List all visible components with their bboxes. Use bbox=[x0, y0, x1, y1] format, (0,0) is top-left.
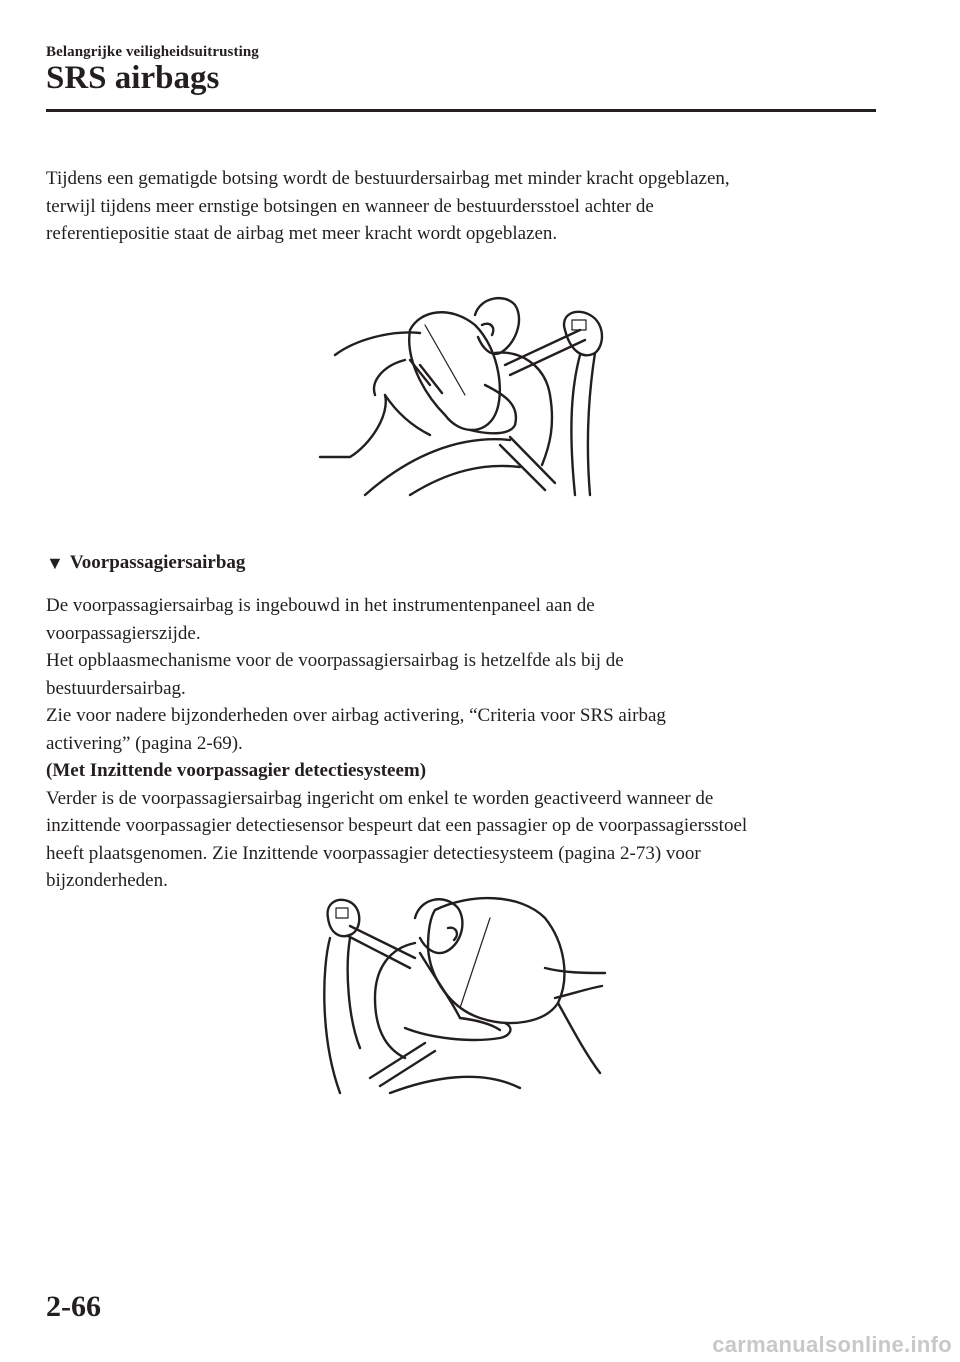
body-line: bestuurdersairbag. bbox=[46, 677, 186, 699]
driver-airbag-illustration bbox=[310, 285, 630, 500]
intro-line: referentiepositie staat de airbag met meer kracht wordt opgeblazen. bbox=[46, 223, 558, 244]
intro-line: Tijdens een gematigde botsing wordt de bestuurdersairbag met minder kracht opgeblazen, bbox=[46, 168, 730, 189]
body-line: Zie voor nadere bijzonderheden over airbag activering, “Criteria voor SRS airbag bbox=[46, 705, 666, 726]
title-divider bbox=[46, 109, 876, 112]
page-title: SRS airbags bbox=[46, 60, 220, 96]
body-line: Het opblaasmechanisme voor de voorpassagiersairbag is hetzelfde als bij de bbox=[46, 650, 624, 671]
watermark: carmanualsonline.info bbox=[712, 1332, 952, 1357]
body-line: activering” (pagina 2-69). bbox=[46, 732, 243, 754]
intro-paragraph bbox=[46, 165, 886, 248]
body-line: heeft plaatsgenomen. Zie Inzittende voorpassagier detectiesysteem (pagina 2-73) voor bbox=[46, 842, 701, 864]
passenger-airbag-illustration bbox=[310, 888, 610, 1096]
body-line: De voorpassagiersairbag is ingebouwd in het instrumentenpaneel aan de bbox=[46, 595, 595, 616]
body-line: inzittende voorpassagier detectiesensor bespeurt dat een passagier op de voorpassagiersstoel bbox=[46, 815, 748, 836]
section-marker-icon: ▼ bbox=[46, 552, 64, 573]
section-label: Belangrijke veiligheidsuitrusting bbox=[46, 44, 259, 60]
body-line: bijzonderheden. bbox=[46, 870, 168, 891]
passenger-airbag-heading bbox=[46, 552, 245, 574]
page-number: 2-66 bbox=[46, 1290, 101, 1323]
body-line: voorpassagierszijde. bbox=[46, 622, 201, 644]
passenger-airbag-body bbox=[46, 592, 886, 895]
passenger-airbag-heading-text: Voorpassagiersairbag bbox=[69, 552, 246, 573]
intro-line: terwijl tijdens meer ernstige botsingen en wanneer de bestuurdersstoel achter de bbox=[46, 195, 654, 217]
detection-system-subheading: (Met Inzittende voorpassagier detectiesysteem) bbox=[46, 760, 427, 781]
body-line: Verder is de voorpassagiersairbag ingericht om enkel te worden geactiveerd wanneer de bbox=[46, 787, 714, 809]
